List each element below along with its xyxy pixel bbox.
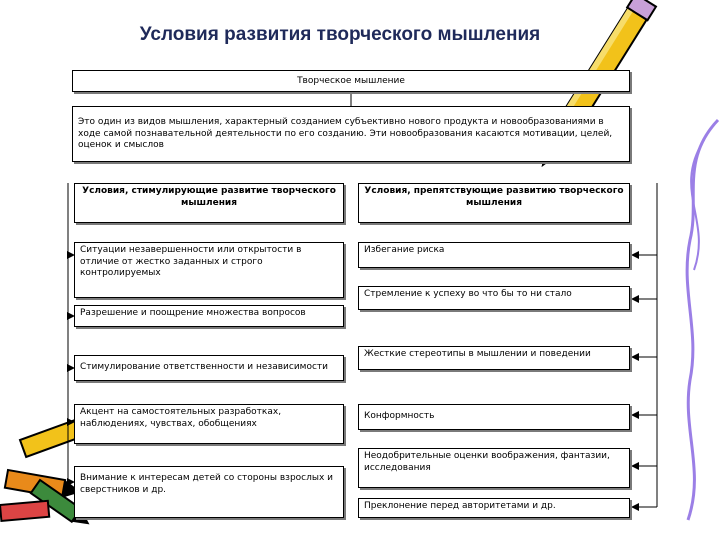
right-item-5: Неодобрительные оценки воображения, фантазии, исследования xyxy=(358,448,630,488)
left-item-4: Акцент на самостоятельных разработках, наблюдениях, чувствах, обобщениях xyxy=(74,404,344,444)
right-header: Условия, препятствующие развитию творческого мышления xyxy=(358,183,630,223)
right-item-1: Избегание риска xyxy=(358,242,630,268)
definition-box: Это один из видов мышления, характерный созданием субъективно нового продукта и новообразованиями в ходе самой познавательной деятельности по его созданию. Эти новообразования касаются мотивации, целей, оценок и смыслов xyxy=(72,106,630,162)
left-item-2: Разрешение и поощрение множества вопросов xyxy=(74,305,344,327)
right-item-4: Конформность xyxy=(358,404,630,430)
right-item-2: Стремление к успеху во что бы то ни стало xyxy=(358,286,630,310)
left-header: Условия, стимулирующие развитие творческого мышления xyxy=(74,183,344,223)
left-item-1: Ситуации незавершенности или открытости в отличие от жестко заданных и строго контролируемых xyxy=(74,242,344,298)
left-item-5: Внимание к интересам детей со стороны взрослых и сверстников и др. xyxy=(74,466,344,518)
right-item-3: Жесткие стереотипы в мышлении и поведении xyxy=(358,346,630,370)
top-box: Творческое мышление xyxy=(72,70,630,92)
page-title: Условия развития творческого мышления xyxy=(139,24,541,45)
right-item-6: Преклонение перед авторитетами и др. xyxy=(358,498,630,518)
left-item-3: Стимулирование ответственности и независимости xyxy=(74,355,344,381)
